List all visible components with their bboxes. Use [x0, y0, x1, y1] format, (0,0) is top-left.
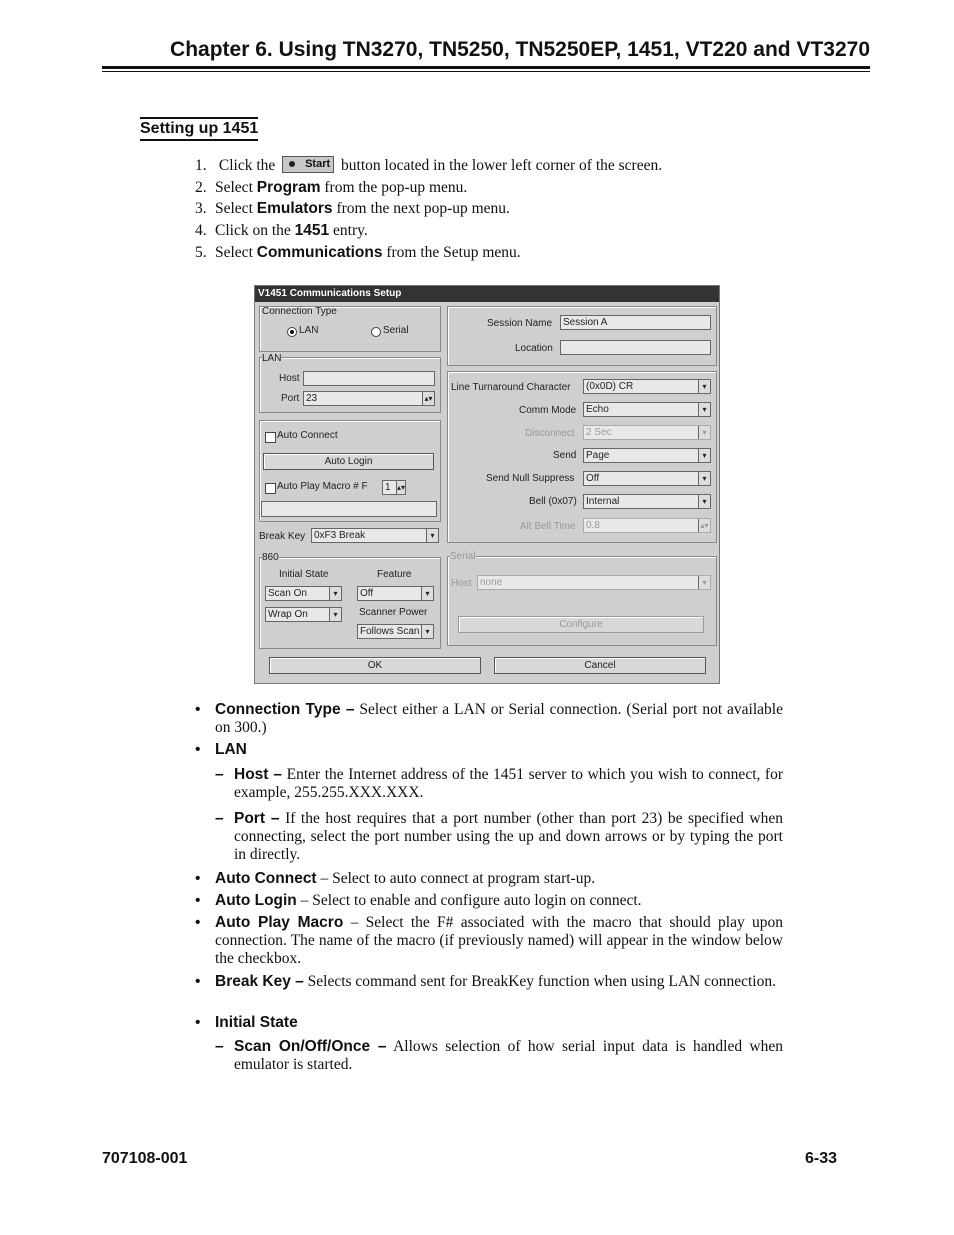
chevron-down-icon: ▾	[329, 608, 341, 621]
footer-doc-number: 707108-001	[102, 1150, 188, 1167]
serial-host-select[interactable]: none ▾	[477, 575, 711, 590]
lan-group-label: LAN	[262, 353, 282, 364]
configure-button[interactable]: Configure	[458, 616, 704, 633]
bullet-icon: •	[195, 741, 201, 758]
chevron-down-icon: ▾	[426, 529, 438, 542]
session-name-input[interactable]: Session A	[560, 315, 711, 330]
dialog-title: V1451 Communications Setup	[255, 286, 719, 302]
send-null-label: Send Null Suppress	[486, 473, 575, 484]
chevron-down-icon: ▾	[698, 449, 710, 462]
bullet-icon: •	[195, 892, 201, 909]
auto-connect-checkbox[interactable]	[265, 432, 276, 443]
scan-select[interactable]: Scan On ▾	[265, 586, 342, 601]
feature-select[interactable]: Off ▾	[357, 586, 434, 601]
bullet-auto-connect: • Auto Connect – Select to auto connect at program start-up.	[195, 870, 596, 887]
serial-radio[interactable]	[371, 327, 381, 337]
port-stepper[interactable]: 23 ▴▾	[303, 391, 435, 406]
initial-state-label: Initial State	[279, 569, 329, 580]
bullet-icon: •	[195, 870, 201, 887]
group-860-label: 860	[262, 552, 279, 563]
comm-mode-select[interactable]: Echo ▾	[583, 402, 711, 417]
chevron-down-icon: ▾	[698, 403, 710, 416]
bullet-auto-login: • Auto Login – Select to enable and configure auto login on connect.	[195, 892, 642, 909]
bullet-auto-play: • Auto Play Macro – Select the F# associated with the macro that should play upon connection. The name of the macro (if previously named) will appear in the window below the checkbox.	[195, 914, 783, 967]
step-5: 5. Select Communications from the Setup menu.	[195, 243, 521, 261]
ok-button[interactable]: OK	[269, 657, 481, 674]
comm-mode-label: Comm Mode	[519, 405, 577, 416]
auto-play-label: Auto Play Macro # F	[277, 481, 368, 492]
connection-type-label: Connection Type	[262, 306, 337, 317]
header-rule-thin	[102, 71, 870, 72]
step-1: 1. Click the Start button located in the lower left corner of the screen.	[195, 157, 663, 174]
header-rule-thick	[102, 66, 870, 69]
steps-list	[195, 155, 662, 264]
auto-login-button[interactable]: Auto Login	[263, 453, 434, 470]
communications-setup-dialog	[254, 285, 720, 684]
port-label: Port	[281, 393, 300, 404]
alt-bell-label: Alt Bell Time	[520, 521, 576, 532]
line-turnaround-select[interactable]: (0x0D) CR ▾	[583, 379, 711, 394]
sub-bullet-scan: – Scan On/Off/Once – Allows selection of how serial input data is handled when emulator is started.	[215, 1038, 784, 1073]
lan-radio-label: LAN	[299, 325, 319, 336]
feature-label: Feature	[377, 569, 412, 580]
break-key-label: Break Key	[259, 531, 306, 542]
lan-radio[interactable]	[287, 327, 297, 337]
send-null-select[interactable]: Off ▾	[583, 471, 711, 486]
spin-icon: ▴▾	[698, 519, 710, 532]
disconnect-label: Disconnect	[525, 428, 575, 439]
bell-label: Bell (0x07)	[529, 496, 577, 507]
serial-host-label: Host	[451, 578, 472, 589]
serial-group-label: Serial	[450, 551, 476, 562]
macro-name-field	[261, 501, 437, 517]
spin-icon: ▴▾	[422, 392, 434, 405]
serial-radio-label: Serial	[383, 325, 409, 336]
alt-bell-stepper[interactable]: 0.8 ▴▾	[583, 518, 711, 533]
auto-play-stepper[interactable]: 1 ▴▾	[382, 480, 406, 495]
bullet-icon: •	[195, 973, 201, 990]
bullet-lan: • LAN	[195, 741, 247, 758]
chevron-down-icon: ▾	[698, 380, 710, 393]
chevron-down-icon: ▾	[698, 472, 710, 485]
auto-play-checkbox[interactable]	[265, 483, 276, 494]
chevron-down-icon: ▾	[421, 587, 433, 600]
start-button-image: Start	[282, 156, 334, 173]
chevron-down-icon: ▾	[698, 495, 710, 508]
auto-connect-label: Auto Connect	[277, 430, 338, 441]
chevron-down-icon: ▾	[329, 587, 341, 600]
step-4: 4. Click on the 1451 entry.	[195, 222, 368, 240]
footer-page-number: 6-33	[805, 1150, 838, 1167]
chevron-down-icon: ▾	[421, 625, 433, 638]
disconnect-select[interactable]: 2 Sec ▾	[583, 425, 711, 440]
section-title: Setting up 1451	[140, 117, 258, 141]
line-turnaround-label: Line Turnaround Character	[451, 382, 571, 393]
chevron-down-icon: ▾	[698, 426, 710, 439]
host-label: Host	[279, 373, 300, 384]
bullet-icon: •	[195, 1014, 201, 1031]
sub-bullet-port: – Port – If the host requires that a port number (other than port 23) be specified when connecting, select the port number using the up and down arrows or by typing the port in directly.	[215, 810, 783, 863]
session-name-label: Session Name	[487, 318, 553, 329]
wrap-select[interactable]: Wrap On ▾	[265, 607, 342, 622]
bullet-icon: •	[195, 914, 201, 931]
location-label: Location	[515, 343, 553, 354]
host-input[interactable]	[303, 371, 435, 386]
start-icon	[289, 161, 295, 167]
location-input[interactable]	[560, 340, 711, 355]
chevron-down-icon: ▾	[698, 576, 710, 589]
cancel-button[interactable]: Cancel	[494, 657, 706, 674]
bullet-connection-type: • Connection Type – Select either a LAN or Serial connection. (Serial port not available on 300.)	[195, 701, 783, 736]
sub-bullet-host: – Host – Enter the Internet address of the 1451 server to which you wish to connect, for example, 255.255.XXX.XXX.	[215, 766, 784, 801]
chapter-header: Chapter 6. Using TN3270, TN5250, TN5250EP, 1451, VT220 and VT3270	[170, 38, 870, 61]
scanner-power-select[interactable]: Follows Scan ▾	[357, 624, 434, 639]
bell-select[interactable]: Internal ▾	[583, 494, 711, 509]
bullet-break-key: • Break Key – Selects command sent for BreakKey function when using LAN connection.	[195, 973, 776, 990]
send-label: Send	[553, 450, 577, 461]
step-3: 3. Select Emulators from the next pop-up menu.	[195, 200, 510, 218]
scanner-power-label: Scanner Power	[359, 607, 428, 618]
bullet-icon: •	[195, 701, 201, 718]
step-2: 2. Select Program from the pop-up menu.	[195, 178, 468, 196]
send-select[interactable]: Page ▾	[583, 448, 711, 463]
spin-icon: ▴▾	[397, 483, 406, 492]
bullet-initial-state: • Initial State	[195, 1014, 298, 1031]
break-key-select[interactable]: 0xF3 Break ▾	[311, 528, 439, 543]
